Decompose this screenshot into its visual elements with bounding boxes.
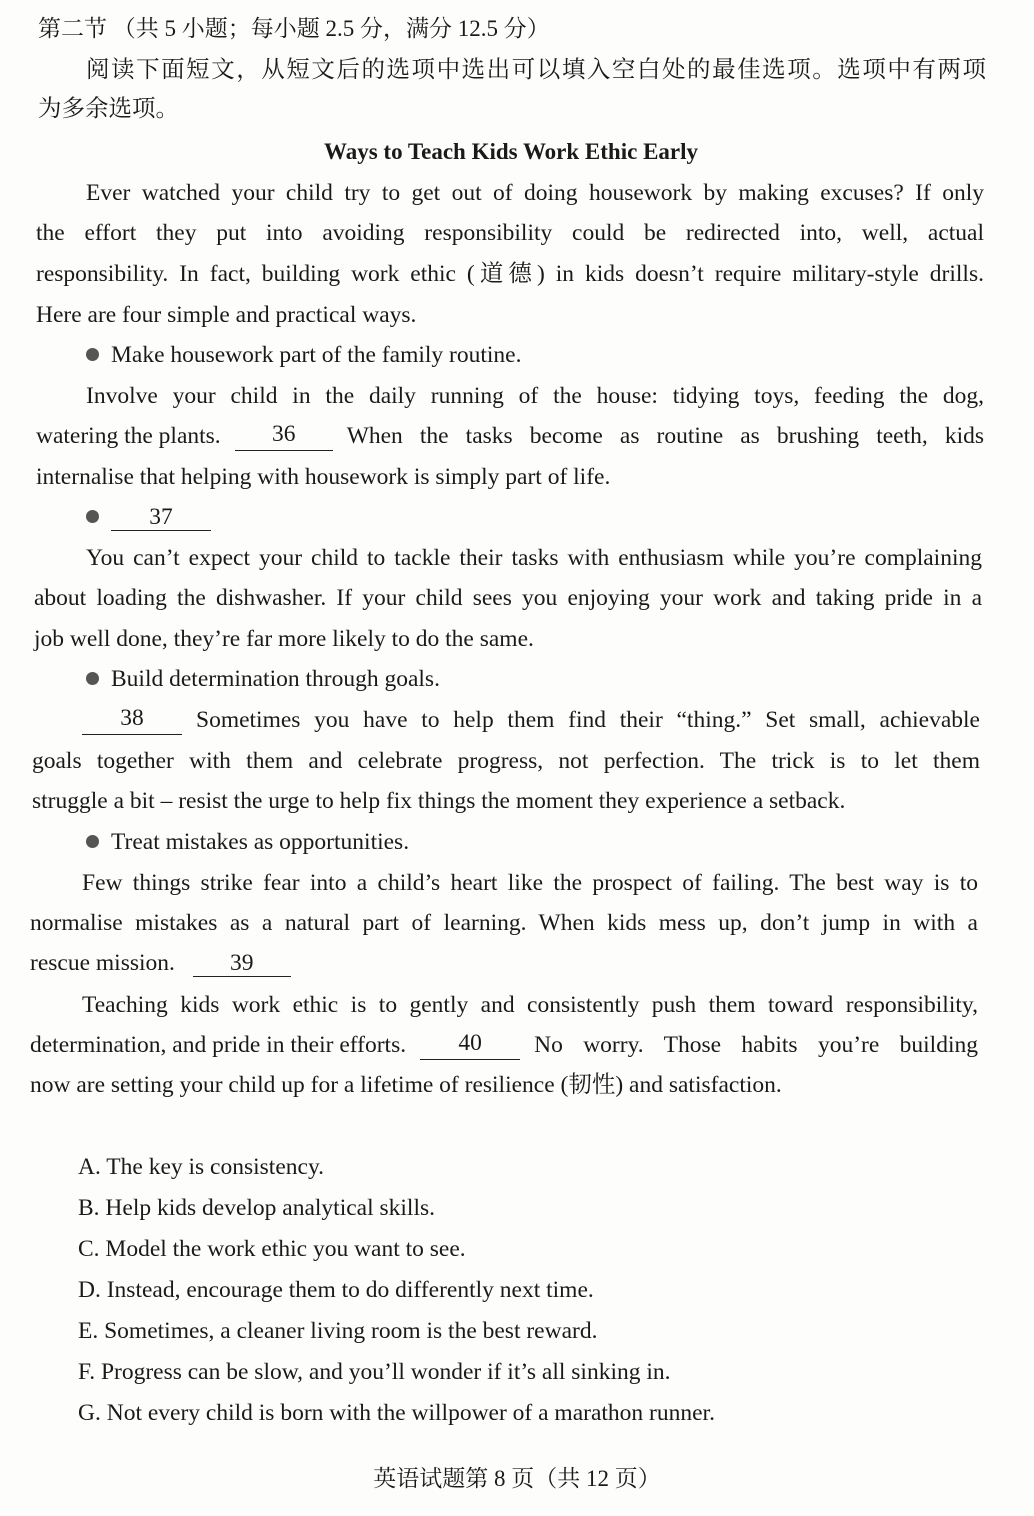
p6-line-1: Teaching kids work ethic is to gently and consistently push them toward responsibility, (82, 992, 978, 1018)
bullet-heading-3 (86, 664, 440, 694)
instructions-line-1: 阅读下面短文，从短文后的选项中选出可以填入空白处的最佳选项。选项中有两项 (86, 57, 986, 83)
option-b: B. Help kids develop analytical skills. (78, 1195, 436, 1221)
bullet-dot (86, 510, 99, 523)
instructions-line-2: 为多余选项。 (38, 96, 179, 122)
p2-line-2 (36, 421, 984, 451)
bullet-dot (86, 672, 99, 685)
bullet-text: Treat mistakes as opportunities. (111, 829, 410, 855)
option-d: D. Instead, encourage them to do differently next time. (78, 1277, 594, 1303)
bullet-dot (86, 348, 99, 361)
p3-line-3: job well done, they’re far more likely to do the same. (34, 626, 534, 652)
p4-line-1 (82, 705, 980, 735)
p1-line-4: Here are four simple and practical ways. (36, 302, 417, 328)
p2-text-before-blank: watering the plants. (36, 423, 221, 449)
p5-line-3 (30, 948, 291, 978)
bullet-heading-1 (86, 340, 521, 370)
p2-text-after-blank: When the tasks become as routine as brushing teeth, kids (346, 423, 984, 449)
bullet-heading-4 (86, 827, 409, 857)
blank-40: 40 (420, 1030, 520, 1060)
blank-38: 38 (82, 705, 182, 735)
blank-37: 37 (111, 504, 211, 531)
p3-line-2: about loading the dishwasher. If your child sees you enjoying your work and taking pride in a (34, 585, 982, 611)
blank-39: 39 (193, 950, 291, 977)
p6-line-3: now are setting your child up for a lifetime of resilience (韧性) and satisfaction. (30, 1072, 782, 1098)
bullet-text: Make housework part of the family routine. (111, 342, 522, 368)
p4-text-after-blank: Sometimes you have to help them find their “thing.” Set small, achievable (196, 707, 980, 733)
option-c: C. Model the work ethic you want to see. (78, 1236, 466, 1262)
p2-line-1: Involve your child in the daily running of the house: tidying toys, feeding the dog, (86, 383, 984, 409)
p4-line-2: goals together with them and celebrate progress, not perfection. The trick is to let them (32, 748, 980, 774)
p6-text-after-blank: No worry. Those habits you’re building (534, 1032, 978, 1058)
p5-line-1: Few things strike fear into a child’s heart like the prospect of failing. The best way is to (82, 870, 978, 896)
p1-line-3: responsibility. In fact, building work ethic (道德) in kids doesn’t require military-style drills. (36, 261, 984, 287)
blank-36: 36 (235, 421, 333, 451)
section-header: 第二节 （共 5 小题；每小题 2.5 分，满分 12.5 分） (38, 16, 550, 41)
p6-text-before-blank: determination, and pride in their efforts. (30, 1032, 407, 1058)
p6-line-2 (30, 1030, 978, 1060)
bullet-text: Build determination through goals. (111, 666, 440, 692)
p5-text-before-blank: rescue mission. (30, 950, 175, 976)
bullet-dot (86, 835, 99, 848)
p3-line-1: You can’t expect your child to tackle their tasks with enthusiasm while you’re complaining (86, 545, 982, 571)
p5-line-2: normalise mistakes as a natural part of learning. When kids mess up, don’t jump in with a (30, 910, 978, 936)
p1-line-1: Ever watched your child try to get out of doing housework by making excuses? If only (86, 180, 984, 206)
passage-title: Ways to Teach Kids Work Ethic Early (323, 139, 699, 164)
option-g: G. Not every child is born with the willpower of a marathon runner. (78, 1400, 715, 1426)
bullet-heading-2 (86, 502, 211, 532)
page-footer: 英语试题第 8 页（共 12 页） (373, 1466, 661, 1491)
p4-line-3: struggle a bit – resist the urge to help fix things the moment they experience a setback. (32, 788, 846, 814)
p1-line-2: the effort they put into avoiding responsibility could be redirected into, well, actual (36, 220, 984, 246)
option-e: E. Sometimes, a cleaner living room is the best reward. (78, 1318, 598, 1344)
option-a: A. The key is consistency. (78, 1154, 325, 1180)
option-f: F. Progress can be slow, and you’ll wonder if it’s all sinking in. (78, 1359, 671, 1385)
p2-line-3: internalise that helping with housework is simply part of life. (36, 464, 611, 490)
